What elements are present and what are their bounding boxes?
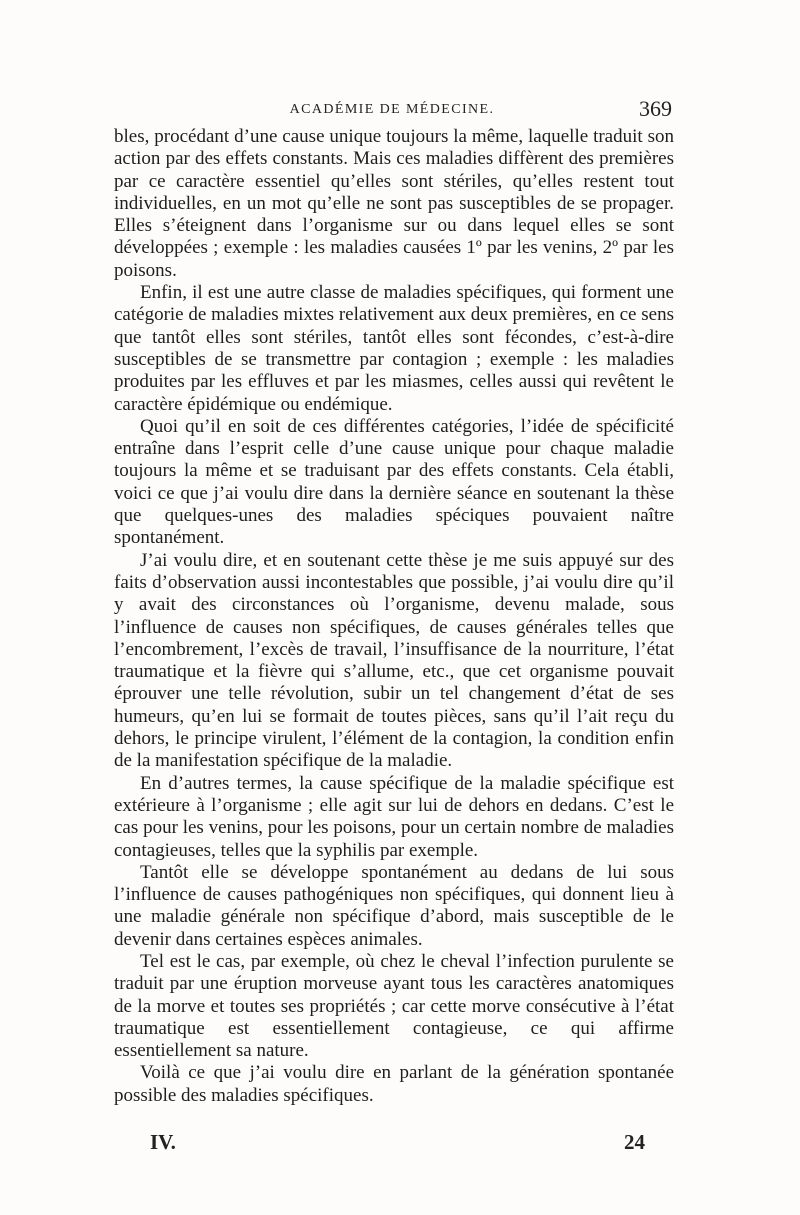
paragraph: Quoi qu’il en soit de ces différentes catégories, l’idée de spécificité entraîne dans l’esprit celle d’une cause unique pour chaque maladie toujours la même et se traduisant par des effets constants. Cela établi, voici ce que j’ai voulu dire dans la dernière séance en soutenant la thèse que quelques-unes des maladies spéciques pouvaient naître spontanément. [114,415,674,549]
paragraph: J’ai voulu dire, et en soutenant cette thèse je me suis appuyé sur des faits d’observation aussi incontestables que possible, j’ai voulu dire qu’il y avait des circonstances où l’organisme, devenu malade, sous l’influence de causes non spécifiques, de causes générales telles que l’encombrement, l’excès de travail, l’insuffisance de la nourriture, l’état traumatique et la fièvre qui s’allume, etc., que cet organisme pouvait éprouver une telle révolution, subir un tel changement d’état de ses humeurs, qu’en lui se formait de toutes pièces, sans qu’il l’ait reçu du dehors, le principe virulent, l’élément de la contagion, la condition enfin de la manifestation spécifique de la maladie. [114,549,674,772]
paragraph: Tantôt elle se développe spontanément au dedans de lui sous l’influence de causes pathogéniques non spécifiques, qui donnent lieu à une maladie générale non spécifique d’abord, mais susceptible de le devenir dans certaines espèces animales. [114,861,674,950]
paragraph: Enfin, il est une autre classe de maladies spécifiques, qui forment une catégorie de maladies mixtes relativement aux deux premières, en ce sens que tantôt elles sont stériles, tantôt elles sont fécondes, c’est-à-dire susceptibles de se transmettre par contagion ; exemple : les maladies produites par les effluves et par les miasmes, celles aussi qui revêtent le caractère épidémique ou endémique. [114,282,674,415]
page-header [112,96,672,122]
body-text [114,126,674,1107]
page-footer [150,1130,645,1160]
page-number: 369 [639,96,672,121]
running-title: ACADÉMIE DE MÉDECINE. [289,102,495,117]
paragraph: Tel est le cas, par exemple, où chez le cheval l’infection purulente se traduit par une éruption morveuse ayant tous les caractères anatomiques de la morve et toutes ses propriétés ; car cette morve consécutive à l’état traumatique est essentiellement contagieuse, ce qui affirme essentiellement sa nature. [114,950,674,1062]
paragraph: En d’autres termes, la cause spécifique de la maladie spécifique est extérieure à l’organisme ; elle agit sur lui de dehors en dedans. C’est le cas pour les venins, pour les poisons, pour un certain nombre de maladies contagieuses, telles que la syphilis par exemple. [114,772,674,861]
signature-mark: IV. [150,1130,176,1154]
paragraph: Voilà ce que j’ai voulu dire en parlant de la génération spontanée possible des maladies spécifiques. [114,1062,674,1106]
sheet-number: 24 [624,1130,645,1154]
paragraph-continuation: bles, procédant d’une cause unique toujours la même, laquelle traduit son action par des effets constants. Mais ces maladies diffèrent des premières par ce caractère essentiel qu’elles sont stériles, qu’elles restent tout individuelles, en un mot qu’elle ne sont pas susceptibles de se propager. Elles s’éteignent dans l’organisme sur ou dans lequel elles se sont développées ; exemple : les maladies causées 1º par les venins, 2º par les poisons. [114,126,674,281]
